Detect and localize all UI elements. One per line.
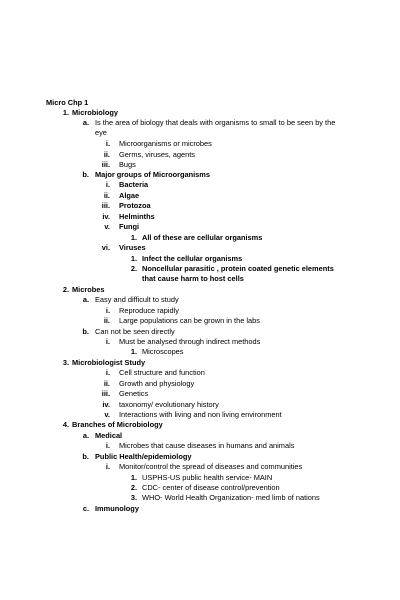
- heading: Microbiology: [72, 108, 118, 117]
- heading: Microbiologist Study: [72, 358, 146, 367]
- heading: Branches of Microbiology: [72, 420, 163, 429]
- heading: Microbes: [72, 285, 105, 294]
- document-title: Micro Chp 1: [46, 98, 89, 107]
- document-page: Micro Chp 1 1. Microbiology a. Is the area of biology that deals with organisms to small to be seen by the eye i. Microorganisms or microbes ii. Germs, viruses, agents iii. Bugs b. Major groups of Microorganisms i. Bacteria ii. Algae iii. Protozoa iv. Helminths v. Fungi 1. All of these are cellular organisms vi. Viruses 1. Infect the cellular organisms 2. Noncellular parasitic , protein coated genetic elements that cause harm to host cells 2. Microbes a. Easy and difficult to study i. Reproduce rapidly ii. Large populations can be grown in the labs b. Can not be seen directly i. Must be analysed through indirect methods 1. Microscopes 3. Microbiologist Study i. Cell structure and function ii. Growth and physiology iii. Genetics iv. taxonomy/ evolutionary history v. Interactions with living and non living environment 4. Branches of Microbiology a. Medical i. Microbes that cause diseases in humans and animals b. Public Health/epidemiology i. Monitor/control the spread of diseases and communities 1. USPHS-US public health service- MAIN 2. CDC- center of disease control/prevention 3. WHO- World Health Organization- med limb of nations c. Immunology: [46, 98, 336, 513]
- marker: 1.: [62, 108, 69, 117]
